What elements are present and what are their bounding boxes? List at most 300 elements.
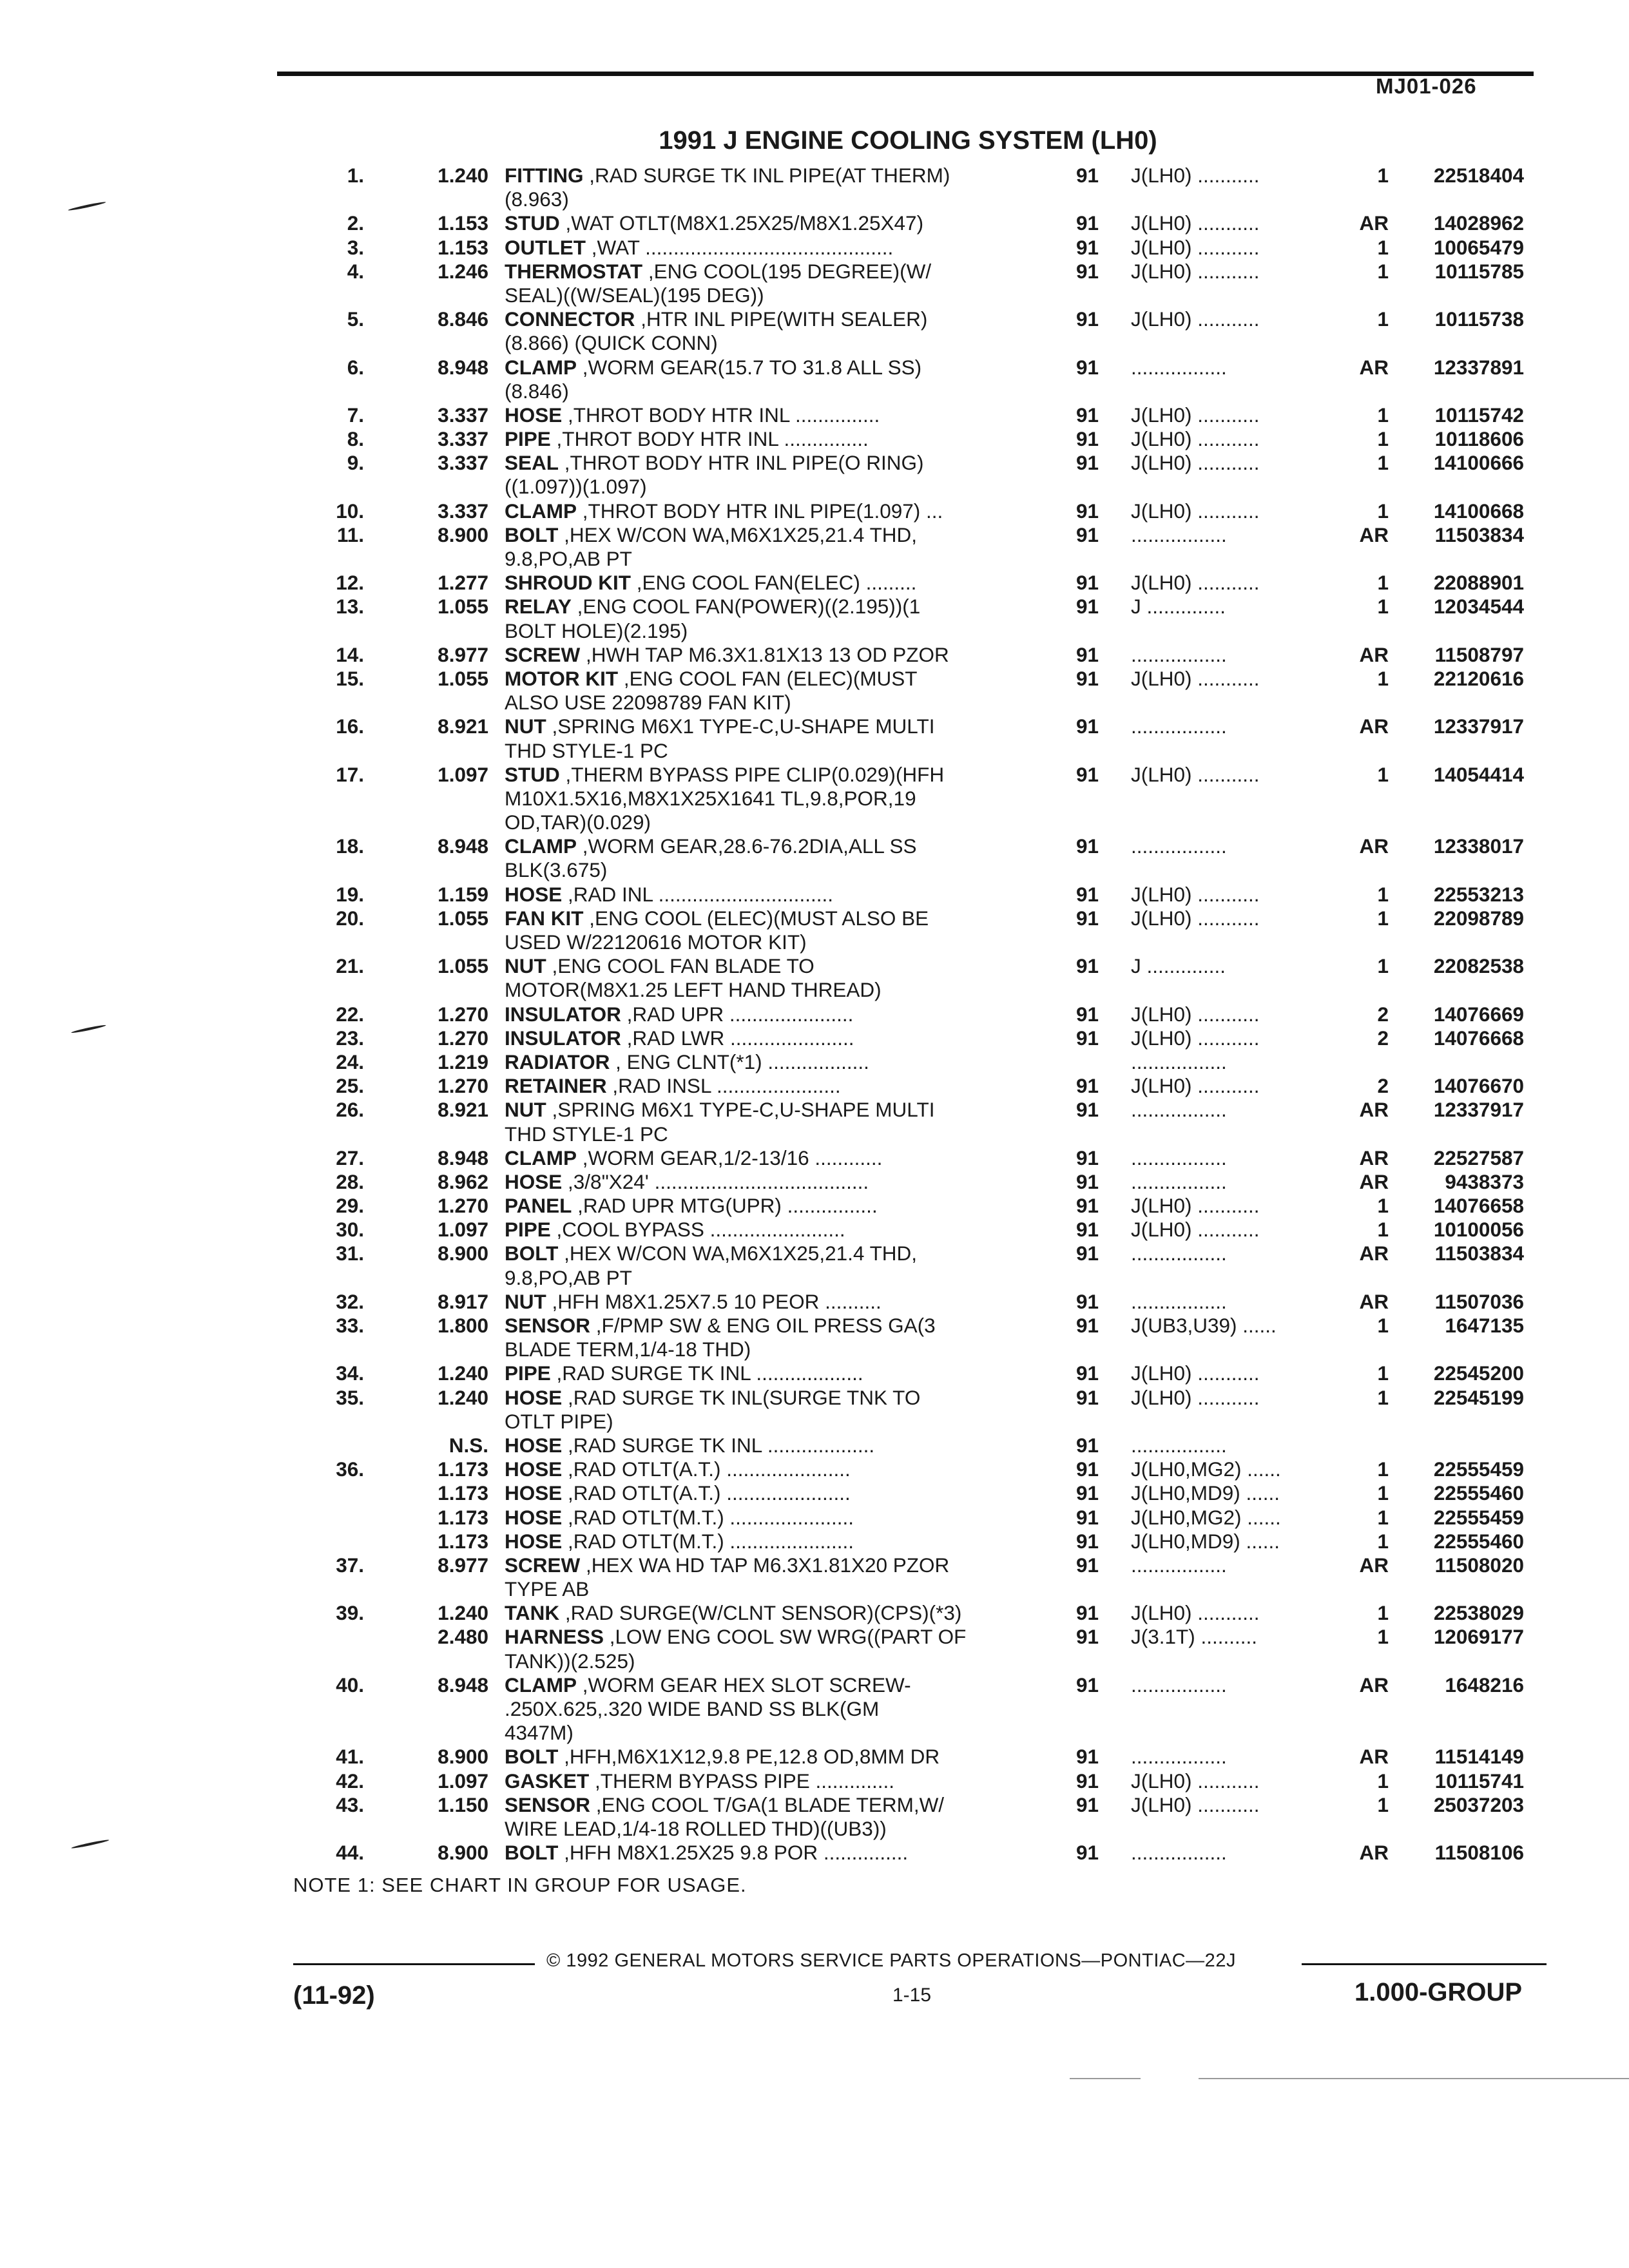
part-detail: ((1.097))(1.097) bbox=[505, 475, 647, 499]
item-number: 31. bbox=[336, 1242, 364, 1265]
model-year: 91 bbox=[1076, 1745, 1099, 1769]
part-detail: ,HTR INL PIPE(WITH SEALER) bbox=[635, 307, 928, 331]
part-detail: ,WAT OTLT(M8X1.25X25/M8X1.25X47) bbox=[559, 211, 924, 235]
quantity: 2 bbox=[1377, 1074, 1389, 1098]
part-detail: THD STYLE-1 PC bbox=[505, 738, 668, 762]
model-year: 91 bbox=[1076, 1625, 1099, 1649]
usage-code: J(LH0) ........... bbox=[1131, 1361, 1260, 1385]
part-number: 22098789 bbox=[1433, 906, 1524, 930]
quantity: 1 bbox=[1377, 571, 1389, 595]
part-number: 10100056 bbox=[1433, 1218, 1524, 1242]
group-ref: 8.921 bbox=[438, 715, 488, 738]
part-name: THERMOSTAT bbox=[505, 259, 643, 283]
group-ref: 1.153 bbox=[438, 211, 488, 235]
part-name: RADIATOR bbox=[505, 1050, 610, 1073]
part-detail: ,WORM GEAR,1/2-13/16 ............ bbox=[577, 1146, 883, 1169]
part-detail: ,RAD SURGE TK INL ................... bbox=[550, 1361, 863, 1385]
part-name: BOLT bbox=[505, 1745, 559, 1769]
usage-code: J(3.1T) .......... bbox=[1131, 1625, 1258, 1649]
part-detail: ,RAD LWR ...................... bbox=[621, 1026, 854, 1050]
group-ref: 1.246 bbox=[438, 259, 488, 283]
parts-row bbox=[293, 475, 1556, 499]
usage-code: J .............. bbox=[1131, 954, 1226, 978]
part-detail: ,ENG COOL(195 DEGREE)(W/ bbox=[642, 259, 932, 283]
part-description bbox=[505, 1697, 1336, 1721]
part-name: HOSE bbox=[505, 1505, 563, 1529]
item-number: 26. bbox=[336, 1098, 364, 1122]
quantity: AR bbox=[1359, 211, 1389, 235]
usage-code: J(LH0) ........... bbox=[1131, 882, 1260, 906]
quantity: 1 bbox=[1377, 954, 1389, 978]
part-number: 22538029 bbox=[1433, 1601, 1524, 1625]
usage-code: ................. bbox=[1131, 1745, 1227, 1769]
quantity: AR bbox=[1359, 1673, 1389, 1696]
item-number: 42. bbox=[336, 1769, 364, 1792]
part-name: SHROUD KIT bbox=[505, 571, 631, 595]
item-number: 29. bbox=[336, 1194, 364, 1218]
page-number: 1-15 bbox=[892, 1984, 932, 2006]
punch-mark bbox=[71, 1839, 110, 1849]
model-year: 91 bbox=[1076, 882, 1099, 906]
quantity: 1 bbox=[1377, 259, 1389, 283]
parts-row bbox=[293, 1721, 1556, 1745]
quantity: AR bbox=[1359, 1242, 1389, 1265]
part-number: 22082538 bbox=[1433, 954, 1524, 978]
part-name: CLAMP bbox=[505, 1146, 577, 1169]
group-ref: 1.173 bbox=[438, 1529, 488, 1553]
part-detail: ,RAD SURGE TK INL ................... bbox=[562, 1433, 875, 1457]
parts-row bbox=[293, 763, 1556, 787]
item-number: 18. bbox=[336, 834, 364, 858]
part-name: OUTLET bbox=[505, 235, 586, 259]
parts-row bbox=[293, 380, 1556, 403]
usage-code: J(LH0) ........... bbox=[1131, 1385, 1260, 1409]
usage-code: ................. bbox=[1131, 834, 1227, 858]
part-name: CONNECTOR bbox=[505, 307, 635, 331]
part-detail: ,3/8"X24' ...................................... bbox=[562, 1169, 869, 1193]
parts-row bbox=[293, 1266, 1556, 1290]
part-number: 22553213 bbox=[1433, 882, 1524, 906]
group-ref: 3.337 bbox=[438, 451, 488, 475]
part-description bbox=[505, 1577, 1336, 1601]
part-number: 11507036 bbox=[1434, 1289, 1524, 1313]
model-year: 91 bbox=[1076, 211, 1099, 235]
usage-code: J(LH0) ........... bbox=[1131, 499, 1260, 523]
usage-code: J(LH0) ........... bbox=[1131, 1792, 1260, 1816]
model-year: 91 bbox=[1076, 571, 1099, 595]
part-detail: BLK(3.675) bbox=[505, 858, 608, 882]
parts-row bbox=[293, 1817, 1556, 1841]
parts-row bbox=[293, 787, 1556, 811]
item-number: 15. bbox=[336, 666, 364, 690]
model-year: 91 bbox=[1076, 164, 1099, 187]
parts-row bbox=[293, 187, 1556, 211]
part-number: 14054414 bbox=[1433, 762, 1524, 786]
item-number: 17. bbox=[336, 762, 364, 786]
quantity: 1 bbox=[1377, 307, 1389, 331]
group-ref: 1.270 bbox=[438, 1194, 488, 1218]
parts-row bbox=[293, 1146, 1556, 1170]
parts-row bbox=[293, 499, 1556, 523]
model-year: 91 bbox=[1076, 499, 1099, 523]
item-number: 1. bbox=[347, 164, 364, 187]
part-description bbox=[505, 1122, 1336, 1146]
item-number: 19. bbox=[336, 882, 364, 906]
part-detail: 9.8,PO,AB PT bbox=[505, 547, 632, 570]
group-ref: 8.917 bbox=[438, 1289, 488, 1313]
part-detail: ,ENG COOL FAN(ELEC) ......... bbox=[631, 571, 917, 595]
part-detail: ,RAD OTLT(A.T.) ...................... bbox=[562, 1481, 851, 1505]
model-year: 91 bbox=[1076, 1098, 1099, 1122]
page-code: MJ01-026 bbox=[1376, 74, 1477, 98]
quantity: 1 bbox=[1377, 451, 1389, 475]
parts-row bbox=[293, 1386, 1556, 1410]
model-year: 91 bbox=[1076, 715, 1099, 738]
parts-row bbox=[293, 595, 1556, 619]
part-name: CLAMP bbox=[505, 499, 577, 523]
part-description bbox=[505, 858, 1336, 882]
usage-code: J(LH0) ........... bbox=[1131, 571, 1260, 595]
parts-row bbox=[293, 1218, 1556, 1242]
model-year: 91 bbox=[1076, 954, 1099, 978]
part-detail: ,ENG COOL FAN(POWER)((2.195))(1 bbox=[571, 595, 921, 619]
part-detail: TANK))(2.525) bbox=[505, 1649, 635, 1673]
group-ref: 8.921 bbox=[438, 1098, 488, 1122]
part-detail: ,HEX W/CON WA,M6X1X25,21.4 THD, bbox=[558, 523, 918, 546]
punch-mark bbox=[68, 201, 106, 211]
parts-row bbox=[293, 811, 1556, 834]
parts-row bbox=[293, 1649, 1556, 1673]
revision-date: (11-92) bbox=[293, 1981, 375, 2010]
group-ref: 8.977 bbox=[438, 1553, 488, 1577]
part-number: 12069177 bbox=[1433, 1625, 1524, 1649]
part-name: SENSOR bbox=[505, 1314, 591, 1337]
part-number: 22120616 bbox=[1433, 666, 1524, 690]
part-detail: (8.963) bbox=[505, 187, 569, 211]
item-number: 12. bbox=[336, 571, 364, 595]
part-description bbox=[505, 331, 1336, 355]
part-name: CLAMP bbox=[505, 1673, 577, 1696]
part-number: 12338017 bbox=[1433, 834, 1524, 858]
quantity: 1 bbox=[1377, 1529, 1389, 1553]
part-name: PIPE bbox=[505, 1218, 551, 1242]
item-number: 5. bbox=[347, 307, 364, 331]
part-number: 11514149 bbox=[1434, 1745, 1524, 1769]
model-year: 91 bbox=[1076, 1457, 1099, 1481]
item-number: 43. bbox=[336, 1792, 364, 1816]
quantity: AR bbox=[1359, 523, 1389, 546]
part-number: 10115738 bbox=[1434, 307, 1524, 331]
quantity: 1 bbox=[1377, 1481, 1389, 1505]
part-detail: ,HFH M8X1.25X7.5 10 PEOR .......... bbox=[546, 1289, 882, 1313]
part-name: HOSE bbox=[505, 1385, 563, 1409]
part-detail: ,COOL BYPASS ........................ bbox=[550, 1218, 845, 1242]
quantity: AR bbox=[1359, 355, 1389, 379]
part-detail: ,HFH,M6X1X12,9.8 PE,12.8 OD,8MM DR bbox=[558, 1745, 940, 1769]
usage-code: ................. bbox=[1131, 1289, 1227, 1313]
parts-row bbox=[293, 1003, 1556, 1026]
item-number: 34. bbox=[336, 1361, 364, 1385]
parts-row bbox=[293, 1697, 1556, 1721]
parts-row bbox=[293, 739, 1556, 763]
parts-row bbox=[293, 236, 1556, 260]
parts-row bbox=[293, 547, 1556, 571]
group-ref: 3.337 bbox=[438, 427, 488, 451]
group-ref: 1.240 bbox=[438, 1385, 488, 1409]
quantity: 1 bbox=[1377, 1314, 1389, 1337]
parts-row bbox=[293, 260, 1556, 284]
model-year: 91 bbox=[1076, 1841, 1099, 1865]
part-detail: THD STYLE-1 PC bbox=[505, 1122, 668, 1146]
usage-code: J(LH0) ........... bbox=[1131, 403, 1260, 427]
part-detail: ,ENG COOL FAN BLADE TO bbox=[546, 954, 815, 978]
quantity: 1 bbox=[1377, 882, 1389, 906]
part-detail: ,WORM GEAR(15.7 TO 31.8 ALL SS) bbox=[577, 355, 922, 379]
part-number: 14028962 bbox=[1433, 211, 1524, 235]
item-number: 13. bbox=[336, 595, 364, 619]
part-name: HOSE bbox=[505, 1169, 563, 1193]
group-ref: 8.962 bbox=[438, 1169, 488, 1193]
part-detail: (8.866) (QUICK CONN) bbox=[505, 331, 718, 355]
group-ref: 8.948 bbox=[438, 355, 488, 379]
model-year: 91 bbox=[1076, 1194, 1099, 1218]
model-year: 91 bbox=[1076, 906, 1099, 930]
part-detail: ALSO USE 22098789 FAN KIT) bbox=[505, 691, 791, 715]
part-description bbox=[505, 691, 1336, 715]
part-number: 11503834 bbox=[1434, 1242, 1524, 1265]
part-detail: OD,TAR)(0.029) bbox=[505, 811, 651, 834]
parts-row bbox=[293, 403, 1556, 427]
parts-row bbox=[293, 1314, 1556, 1338]
usage-code: J(LH0) ........... bbox=[1131, 427, 1260, 451]
part-number: 22088901 bbox=[1433, 571, 1524, 595]
part-description bbox=[505, 1721, 1336, 1745]
quantity: AR bbox=[1359, 715, 1389, 738]
model-year: 91 bbox=[1076, 307, 1099, 331]
item-number: 36. bbox=[336, 1457, 364, 1481]
parts-list bbox=[293, 164, 1556, 1865]
part-detail: ,THERM BYPASS PIPE CLIP(0.029)(HFH bbox=[559, 762, 945, 786]
model-year: 91 bbox=[1076, 1385, 1099, 1409]
item-number: 23. bbox=[336, 1026, 364, 1050]
group-ref: 8.977 bbox=[438, 642, 488, 666]
part-detail: OTLT PIPE) bbox=[505, 1409, 613, 1433]
group-ref: 1.055 bbox=[438, 906, 488, 930]
usage-code: J(LH0) ........... bbox=[1131, 307, 1260, 331]
part-number: 10115742 bbox=[1434, 403, 1524, 427]
part-detail: ,RAD SURGE TK INL PIPE(AT THERM) bbox=[583, 164, 950, 187]
usage-code: J(LH0) ........... bbox=[1131, 1194, 1260, 1218]
parts-row bbox=[293, 1290, 1556, 1314]
parts-row bbox=[293, 356, 1556, 380]
part-name: STUD bbox=[505, 211, 560, 235]
quantity: AR bbox=[1359, 1745, 1389, 1769]
parts-row bbox=[293, 1026, 1556, 1050]
parts-row bbox=[293, 284, 1556, 307]
part-description bbox=[505, 284, 1336, 307]
model-year: 91 bbox=[1076, 451, 1099, 475]
quantity: 1 bbox=[1377, 1505, 1389, 1529]
part-detail: ,THROT BODY HTR INL ............... bbox=[550, 427, 869, 451]
group-ref: 1.240 bbox=[438, 1601, 488, 1625]
model-year: 91 bbox=[1076, 1314, 1099, 1337]
part-detail: ,WORM GEAR,28.6-76.2DIA,ALL SS bbox=[577, 834, 917, 858]
quantity: 1 bbox=[1377, 595, 1389, 619]
item-number: 24. bbox=[336, 1050, 364, 1073]
page-title bbox=[0, 126, 1629, 155]
part-name: PIPE bbox=[505, 1361, 551, 1385]
usage-code: J(LH0,MG2) ...... bbox=[1131, 1505, 1281, 1529]
usage-code: ................. bbox=[1131, 642, 1227, 666]
model-year: 91 bbox=[1076, 1002, 1099, 1026]
part-name: NUT bbox=[505, 1289, 546, 1313]
quantity: AR bbox=[1359, 1289, 1389, 1313]
parts-row bbox=[293, 834, 1556, 858]
part-number: 12337917 bbox=[1433, 715, 1524, 738]
usage-code: ................. bbox=[1131, 1553, 1227, 1577]
part-detail: BLADE TERM,1/4-18 THD) bbox=[505, 1338, 751, 1361]
parts-row bbox=[293, 331, 1556, 355]
part-description bbox=[505, 547, 1336, 571]
part-detail: ,RAD SURGE TK INL(SURGE TNK TO bbox=[562, 1385, 921, 1409]
usage-code: ................. bbox=[1131, 1050, 1227, 1073]
group-ref: 1.055 bbox=[438, 954, 488, 978]
part-name: PIPE bbox=[505, 427, 551, 451]
part-name: SENSOR bbox=[505, 1792, 591, 1816]
group-ref: 1.270 bbox=[438, 1026, 488, 1050]
parts-row bbox=[293, 883, 1556, 907]
quantity: 1 bbox=[1377, 1601, 1389, 1625]
model-year: 91 bbox=[1076, 523, 1099, 546]
group-ref: 1.159 bbox=[438, 882, 488, 906]
part-detail: ,SPRING M6X1 TYPE-C,U-SHAPE MULTI bbox=[546, 715, 935, 738]
part-name: CLAMP bbox=[505, 355, 577, 379]
item-number: 33. bbox=[336, 1314, 364, 1337]
usage-code: J(LH0) ........... bbox=[1131, 1601, 1260, 1625]
scan-edge-line bbox=[1070, 2078, 1141, 2079]
part-name: INSULATOR bbox=[505, 1002, 621, 1026]
part-detail: ,RAD UPR MTG(UPR) ................ bbox=[572, 1194, 878, 1218]
part-detail: MOTOR(M8X1.25 LEFT HAND THREAD) bbox=[505, 978, 882, 1002]
part-description bbox=[505, 1266, 1336, 1290]
usage-code: J(UB3,U39) ...... bbox=[1131, 1314, 1277, 1337]
scan-edge-line bbox=[1199, 2078, 1629, 2079]
part-number: 22555459 bbox=[1433, 1457, 1524, 1481]
part-detail: ,HWH TAP M6.3X1.81X13 13 OD PZOR bbox=[580, 642, 949, 666]
parts-row bbox=[293, 451, 1556, 475]
part-detail: ,ENG COOL FAN (ELEC)(MUST bbox=[618, 666, 918, 690]
part-detail: ,F/PMP SW & ENG OIL PRESS GA(3 bbox=[590, 1314, 936, 1337]
part-detail: SEAL)((W/SEAL)(195 DEG)) bbox=[505, 283, 764, 307]
item-number: 37. bbox=[336, 1553, 364, 1577]
part-name: BOLT bbox=[505, 1841, 559, 1865]
part-name: RETAINER bbox=[505, 1074, 607, 1098]
parts-row bbox=[293, 164, 1556, 187]
part-number: 14100666 bbox=[1433, 451, 1524, 475]
part-number: 12337917 bbox=[1433, 1098, 1524, 1122]
part-name: PANEL bbox=[505, 1194, 572, 1218]
group-ref: 8.900 bbox=[438, 1242, 488, 1265]
part-name: HOSE bbox=[505, 1457, 563, 1481]
part-detail: ,RAD SURGE(W/CLNT SENSOR)(CPS)(*3) bbox=[559, 1601, 962, 1625]
quantity: 1 bbox=[1377, 427, 1389, 451]
part-description bbox=[505, 787, 1336, 811]
group-ref: 1.173 bbox=[438, 1505, 488, 1529]
model-year: 91 bbox=[1076, 1769, 1099, 1792]
item-number: 22. bbox=[336, 1002, 364, 1026]
top-rule bbox=[277, 72, 1534, 76]
parts-row bbox=[293, 930, 1556, 954]
parts-row bbox=[293, 1793, 1556, 1817]
part-detail: BOLT HOLE)(2.195) bbox=[505, 619, 688, 642]
model-year: 91 bbox=[1076, 1481, 1099, 1505]
parts-row bbox=[293, 1457, 1556, 1481]
item-number: 28. bbox=[336, 1169, 364, 1193]
model-year: 91 bbox=[1076, 762, 1099, 786]
part-description bbox=[505, 930, 1336, 954]
group-ref: 8.948 bbox=[438, 1146, 488, 1169]
quantity: AR bbox=[1359, 1098, 1389, 1122]
group-ref: 3.337 bbox=[438, 499, 488, 523]
part-name: RELAY bbox=[505, 595, 572, 619]
quantity: 1 bbox=[1377, 666, 1389, 690]
group-ref: 1.270 bbox=[438, 1002, 488, 1026]
model-year: 91 bbox=[1076, 403, 1099, 427]
part-description bbox=[505, 1338, 1336, 1361]
group-ref: N.S. bbox=[448, 1433, 488, 1457]
quantity: 1 bbox=[1377, 1194, 1389, 1218]
parts-row bbox=[293, 619, 1556, 643]
quantity: 1 bbox=[1377, 1385, 1389, 1409]
usage-code: J(LH0) ........... bbox=[1131, 451, 1260, 475]
item-number: 40. bbox=[336, 1673, 364, 1696]
model-year: 91 bbox=[1076, 1146, 1099, 1169]
part-detail: ,HEX W/CON WA,M6X1X25,21.4 THD, bbox=[558, 1242, 918, 1265]
part-description bbox=[505, 1410, 1336, 1434]
usage-code: ................. bbox=[1131, 1841, 1227, 1865]
part-detail: ,THROT BODY HTR INL PIPE(O RING) bbox=[559, 451, 924, 475]
part-name: NUT bbox=[505, 1098, 546, 1122]
part-number: 11508797 bbox=[1434, 642, 1524, 666]
group-ref: 1.240 bbox=[438, 1361, 488, 1385]
quantity: AR bbox=[1359, 1553, 1389, 1577]
quantity: AR bbox=[1359, 1841, 1389, 1865]
quantity: AR bbox=[1359, 642, 1389, 666]
parts-row bbox=[293, 667, 1556, 691]
part-number: 12034544 bbox=[1433, 595, 1524, 619]
parts-row bbox=[293, 1530, 1556, 1553]
part-description bbox=[505, 475, 1336, 499]
group-ref: 3.337 bbox=[438, 403, 488, 427]
group-ref: 1.055 bbox=[438, 666, 488, 690]
usage-code: J(LH0) ........... bbox=[1131, 211, 1260, 235]
model-year: 91 bbox=[1076, 666, 1099, 690]
part-number: 14076669 bbox=[1433, 1002, 1524, 1026]
part-name: SCREW bbox=[505, 642, 581, 666]
part-name: GASKET bbox=[505, 1769, 590, 1792]
part-name: SCREW bbox=[505, 1553, 581, 1577]
part-number: 22527587 bbox=[1433, 1146, 1524, 1169]
parts-row bbox=[293, 1098, 1556, 1122]
usage-code: J(LH0) ........... bbox=[1131, 666, 1260, 690]
group-ref: 1.150 bbox=[438, 1792, 488, 1816]
part-number: 10115741 bbox=[1434, 1769, 1524, 1792]
parts-row bbox=[293, 523, 1556, 547]
part-name: HOSE bbox=[505, 1433, 563, 1457]
quantity: 1 bbox=[1377, 235, 1389, 259]
part-number: 1647135 bbox=[1445, 1314, 1524, 1337]
usage-code: ................. bbox=[1131, 523, 1227, 546]
